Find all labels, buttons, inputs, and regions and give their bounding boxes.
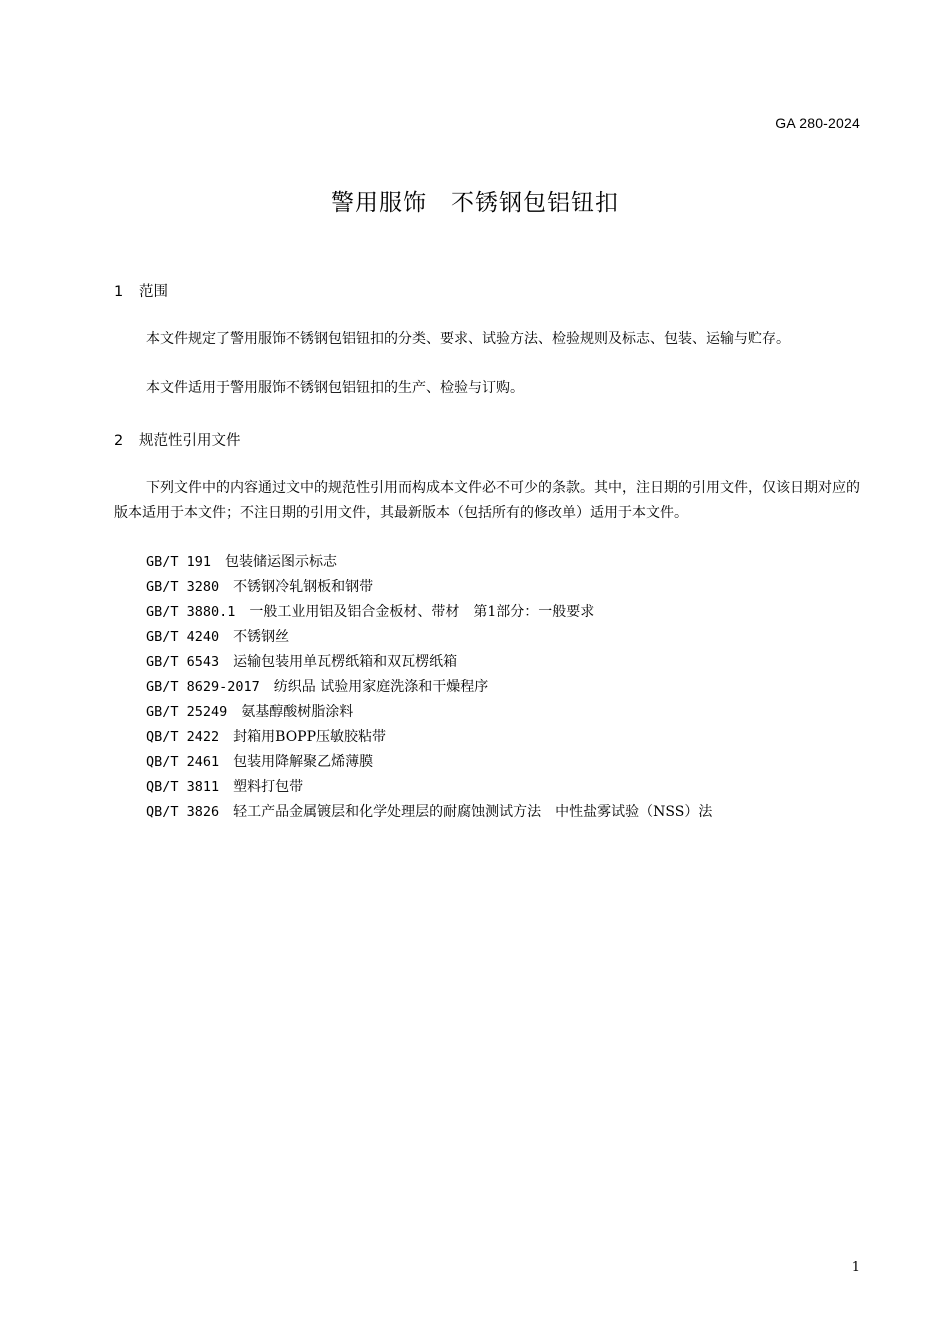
section-heading-scope bbox=[114, 280, 168, 301]
reference-item bbox=[146, 575, 712, 600]
section-number: 1 bbox=[114, 284, 124, 300]
reference-title: 塑料打包带 bbox=[233, 779, 304, 795]
reference-item bbox=[146, 625, 712, 650]
reference-code: GB/T 3280 bbox=[146, 579, 220, 595]
reference-code: QB/T 3811 bbox=[146, 779, 220, 795]
reference-code: GB/T 4240 bbox=[146, 629, 220, 645]
scope-paragraph-2: 本文件适用于警用服饰不锈钢包铝钮扣的生产、检验与订购。 bbox=[146, 380, 524, 396]
standard-code: GA 280-2024 bbox=[775, 115, 860, 131]
reference-title: 氨基醇酸树脂涂料 bbox=[241, 704, 354, 720]
reference-item bbox=[146, 600, 712, 625]
reference-code: GB/T 191 bbox=[146, 554, 212, 570]
reference-item bbox=[146, 550, 712, 575]
reference-item bbox=[146, 700, 712, 725]
reference-item bbox=[146, 775, 712, 800]
reference-item bbox=[146, 650, 712, 675]
page-number: 1 bbox=[851, 1260, 860, 1275]
reference-title: 一般工业用铝及铝合金板材、带材 第1部分：一般要求 bbox=[249, 604, 595, 620]
reference-code: GB/T 8629-2017 bbox=[146, 679, 260, 695]
document-title: 警用服饰 不锈钢包铝钮扣 bbox=[331, 190, 619, 216]
reference-item bbox=[146, 800, 712, 825]
reference-code: QB/T 2422 bbox=[146, 729, 220, 745]
section-title: 规范性引用文件 bbox=[139, 433, 241, 449]
reference-list bbox=[146, 550, 712, 825]
reference-title: 包装用降解聚乙烯薄膜 bbox=[233, 754, 374, 770]
reference-code: GB/T 3880.1 bbox=[146, 604, 236, 620]
reference-code: GB/T 6543 bbox=[146, 654, 220, 670]
reference-item bbox=[146, 675, 712, 700]
references-intro-paragraph: 下列文件中的内容通过文中的规范性引用而构成本文件必不可少的条款。其中，注日期的引用文件，仅该日期对应的版本适用于本文件；不注日期的引用文件，其最新版本（包括所有的修改单）适用于本文件。 bbox=[114, 480, 860, 521]
reference-title: 包装储运图示标志 bbox=[225, 554, 338, 570]
reference-code: QB/T 3826 bbox=[146, 804, 220, 820]
reference-item bbox=[146, 725, 712, 750]
reference-title: 运输包装用单瓦楞纸箱和双瓦楞纸箱 bbox=[233, 654, 458, 670]
reference-title: 轻工产品金属镀层和化学处理层的耐腐蚀测试方法 中性盐雾试验（NSS）法 bbox=[233, 804, 713, 820]
section-number: 2 bbox=[114, 433, 124, 449]
reference-code: QB/T 2461 bbox=[146, 754, 220, 770]
reference-title: 不锈钢冷轧钢板和钢带 bbox=[233, 579, 374, 595]
reference-title: 纺织品 试验用家庭洗涤和干燥程序 bbox=[273, 679, 489, 695]
reference-title: 封箱用BOPP压敏胶粘带 bbox=[233, 729, 387, 745]
reference-item bbox=[146, 750, 712, 775]
reference-title: 不锈钢丝 bbox=[233, 629, 290, 645]
scope-paragraph-1: 本文件规定了警用服饰不锈钢包铝钮扣的分类、要求、试验方法、检验规则及标志、包装、运输与贮存。 bbox=[146, 331, 790, 347]
section-heading-normative-references bbox=[114, 429, 241, 450]
section-title: 范围 bbox=[139, 284, 168, 300]
reference-code: GB/T 25249 bbox=[146, 704, 228, 720]
